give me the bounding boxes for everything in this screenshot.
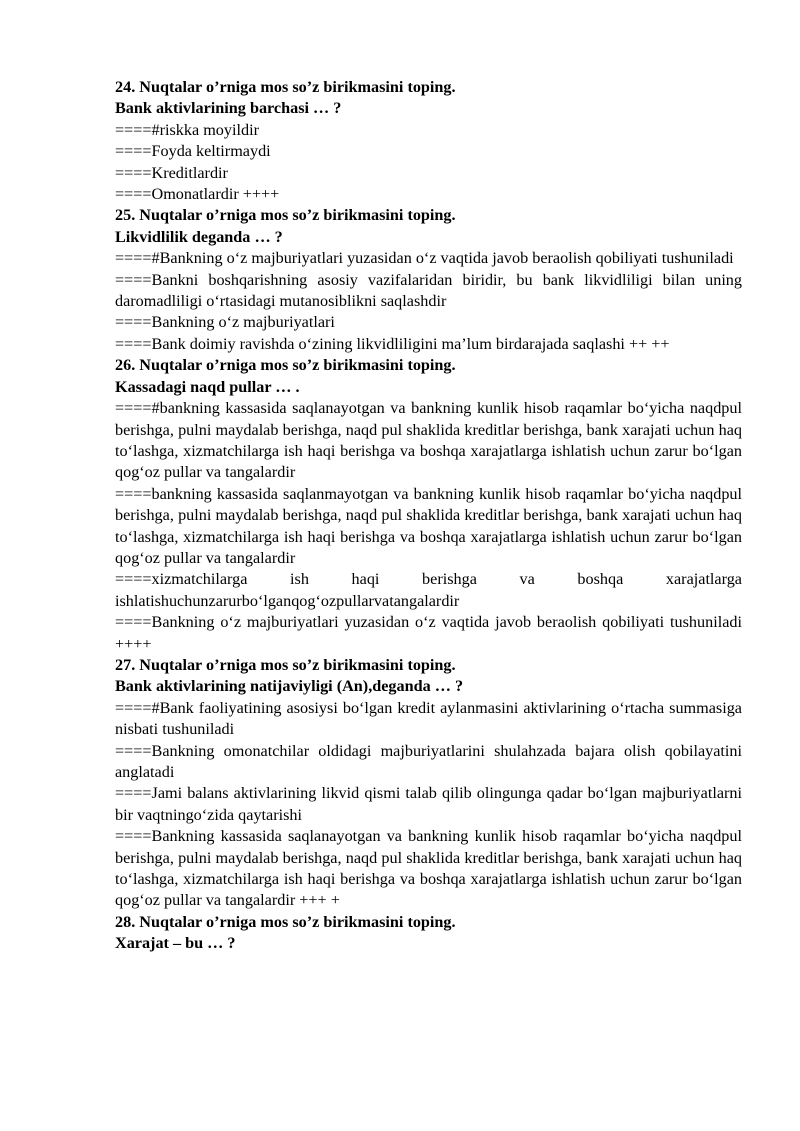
question-title: 24. Nuqtalar o’rniga mos so’z birikmasini toping. <box>115 78 456 96</box>
question-title: 25. Nuqtalar o’rniga mos so’z birikmasini toping. <box>115 206 456 225</box>
question-25 <box>115 205 742 355</box>
answer-option: ====bankning kassasida saqlanmayotgan va bankning kunlik hisob raqamlar bo‘yicha naqdpul berishga, pulni maydalab berishga, naqd pul shaklida kreditlar berishga, bank xarajati uchun haq to‘lashga, xizmatchilarga ish haqi berishga va boshqa xarajatlarga ishlatish uchun zarur bo‘lgan qog‘oz pullar va tangalardir <box>115 484 742 567</box>
question-27 <box>115 655 742 912</box>
answer-option: ====Omonatlardir ++++ <box>115 185 280 204</box>
answer-option: ====#Bank faoliyatining asosiysi bo‘lgan kredit aylanmasini aktivlarining o‘rtacha summasiga nisbati tushuniladi <box>115 698 742 739</box>
question-title: 27. Nuqtalar o’rniga mos so’z birikmasini toping. <box>115 655 456 674</box>
answer-option: ====#bankning kassasida saqlanayotgan va bankning kunlik hisob raqamlar bo‘yicha naqdpul berishga, pulni maydalab berishga, naqd pul shaklida kreditlar berishga, bank xarajati uchun haq to‘lashga, xizmatchilarga ish haqi berishga va boshqa xarajatlarga ishlatish uchun zarur bo‘lgan qog‘oz pullar va tangalardir <box>115 399 742 482</box>
question-28 <box>115 912 742 955</box>
question-stem: Kassadagi naqd pullar … . <box>115 377 300 396</box>
question-24 <box>115 77 742 205</box>
answer-option: ====#Bankning o‘z majburiyatlari yuzasidan o‘z vaqtida javob beraolish qobiliyati tushuniladi <box>115 249 734 268</box>
answer-option: ====Bankni boshqarishning asosiy vazifalaridan biridir, bu bank likvidliligi bilan uning daromadliligi o‘rtasidagi mutanosiblikni saqlashdir <box>115 270 742 311</box>
question-stem: Likvidlilik deganda … ? <box>115 227 283 246</box>
answer-option: ====xizmatchilarga ish haqi berishga va boshqa xarajatlarga ishlatishuchunzarurbo‘lganqog‘ozpullarvatangalardir <box>115 570 742 610</box>
answer-option: ====Bankning kassasida saqlanayotgan va bankning kunlik hisob raqamlar bo‘yicha naqdpul berishga, pulni maydalab berishga, naqd pul shaklida kreditlar berishga, bank xarajati uchun haq to‘lashga, xizmatchilarga ish haqi berishga va boshqa xarajatlarga ishlatish uchun zarur bo‘lgan qog‘oz pullar va tangalardir +++ + <box>115 827 742 910</box>
answer-option: ====Bank doimiy ravishda o‘zining likvidliligini ma’lum birdarajada saqlashi ++ ++ <box>115 334 670 353</box>
question-stem: Bank aktivlarining natijaviyligi (An),deganda … ? <box>115 677 464 696</box>
question-26 <box>115 355 742 655</box>
answer-option: ====Bankning o‘z majburiyatlari <box>115 313 335 332</box>
answer-option: ====Jami balans aktivlarining likvid qismi talab qilib olingunga qadar bo‘lgan majburiyatlarni bir vaqtningo‘zida qaytarishi <box>115 784 742 824</box>
answer-option: ====Bankning omonatchilar oldidagi majburiyatlarini shulahzada bajara olish qobilayatini anglatadi <box>115 741 742 781</box>
question-title: 28. Nuqtalar o’rniga mos so’z birikmasini toping. <box>115 912 456 931</box>
question-stem: Bank aktivlarining barchasi … ? <box>115 99 342 118</box>
answer-option: ====Bankning o‘z majburiyatlari yuzasidan o‘z vaqtida javob beraolish qobiliyati tushuniladi ++++ <box>115 613 742 653</box>
question-stem: Xarajat – bu … ? <box>115 934 236 953</box>
answer-option: ====Kreditlardir <box>115 163 228 182</box>
answer-option: ====Foyda keltirmaydi <box>115 142 271 161</box>
answer-option: ====#riskka moyildir <box>115 120 259 139</box>
question-title: 26. Nuqtalar o’rniga mos so’z birikmasini toping. <box>115 356 456 375</box>
